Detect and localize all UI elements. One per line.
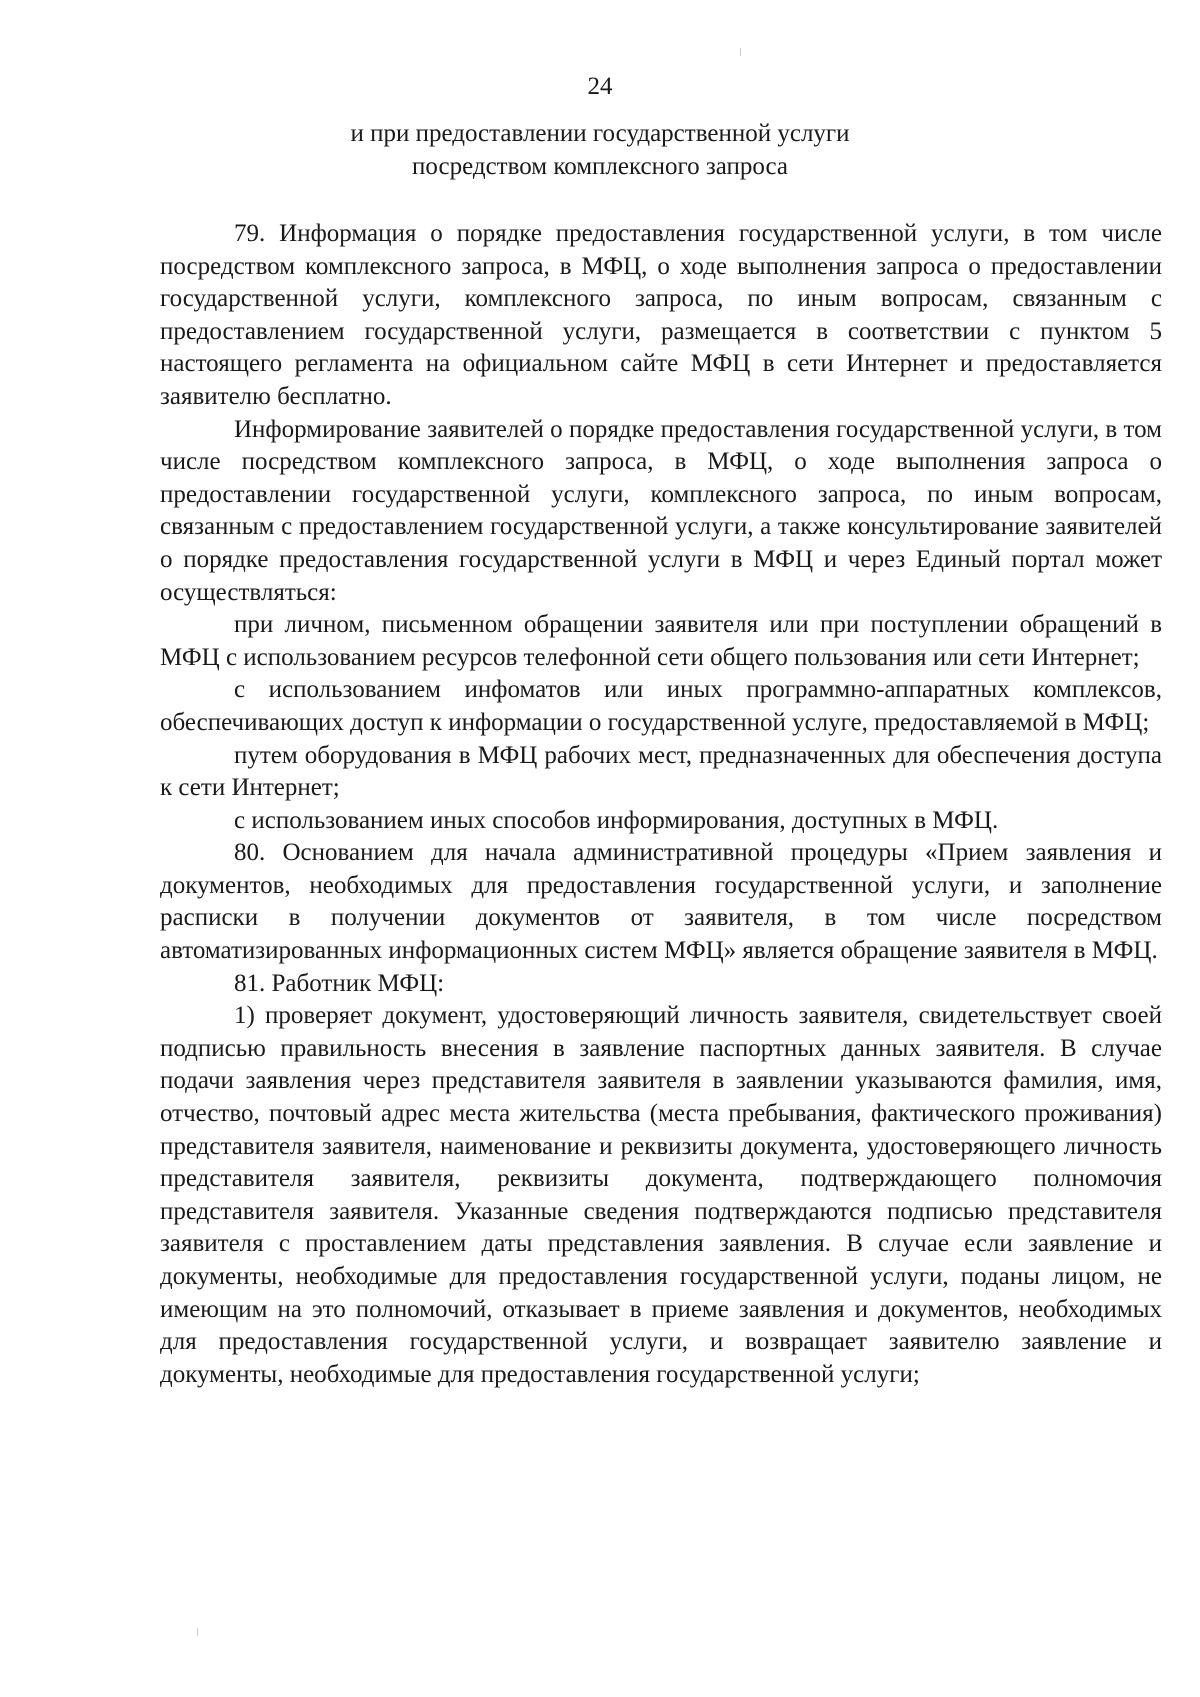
section-heading [0, 117, 1200, 183]
list-item: путем оборудования в МФЦ рабочих мест, предназначенных для обеспечения доступа к сети Интернет; [160, 741, 1162, 802]
paragraph-informing: Информирование заявителей о порядке предоставления государственной услуги, в том числе посредством комплексного запроса, в МФЦ, о ходе выполнения запроса о предоставлении государственной услуги, комплексного запроса, по иным вопросам, связанным с предоставлением государственной услуги, а также консультирование заявителей о порядке предоставления государственной услуги в МФЦ и через Единый портал может осуществляться: [160, 415, 1162, 606]
body-text [160, 218, 1162, 1391]
list-item: с использованием инфоматов или иных программно-аппаратных комплексов, обеспечивающих доступ к информации о государственной услуге, предоставляемой в МФЦ; [160, 676, 1162, 736]
heading-line: посредством комплексного запроса [411, 153, 789, 180]
scan-artifact [197, 1628, 198, 1636]
scan-artifact [740, 48, 741, 56]
page-number: 24 [587, 73, 613, 100]
list-item: при личном, письменном обращении заявителя или при поступлении обращений в МФЦ с использованием ресурсов телефонной сети общего пользования или сети Интернет; [160, 611, 1162, 671]
paragraph-81-item-1: 1) проверяет документ, удостоверяющий личность заявителя, свидетельствует своей подписью правильность внесения в заявление паспортных данных заявителя. В случае подачи заявления через представителя заявителя в заявлении указываются фамилия, имя, отчество, почтовый адрес места жительства (места пребывания, фактического проживания) представителя заявителя, наименование и реквизиты документа, удостоверяющего личность представителя заявителя, реквизиты документа, подтверждающего полномочия представителя заявителя. Указанные сведения подтверждаются подписью представителя заявителя с проставлением даты представления заявления. В случае если заявление и документы, необходимые для предоставления государственной услуги, поданы лицом, не имеющим на это полномочий, отказывает в приеме заявления и документов, необходимых для предоставления государственной услуги, и возвращает заявителю заявление и документы, необходимые для предоставления государственной услуги; [160, 1002, 1162, 1388]
paragraph-80: 80. Основанием для начала административной процедуры «Прием заявления и документов, необходимых для предоставления государственной услуги, и заполнение расписки в получении документов от заявителя, в том числе посредством автоматизированных информационных систем МФЦ» является обращение заявителя в МФЦ. [160, 839, 1162, 965]
paragraph-81: 81. Работник МФЦ: [234, 969, 445, 997]
heading-line: и при предоставлении государственной услуги [350, 120, 850, 147]
list-item: с использованием иных способов информирования, доступных в МФЦ. [234, 806, 999, 834]
paragraph-79: 79. Информация о порядке предоставления государственной услуги, в том числе посредством комплексного запроса, в МФЦ, о ходе выполнения запроса о предоставлении государственной услуги, комплексного запроса, по иным вопросам, связанным с предоставлением государственной услуги, размещается в соответствии с пунктом 5 настоящего регламента на официальном сайте МФЦ в сети Интернет и предоставляется заявителю бесплатно. [160, 220, 1162, 410]
